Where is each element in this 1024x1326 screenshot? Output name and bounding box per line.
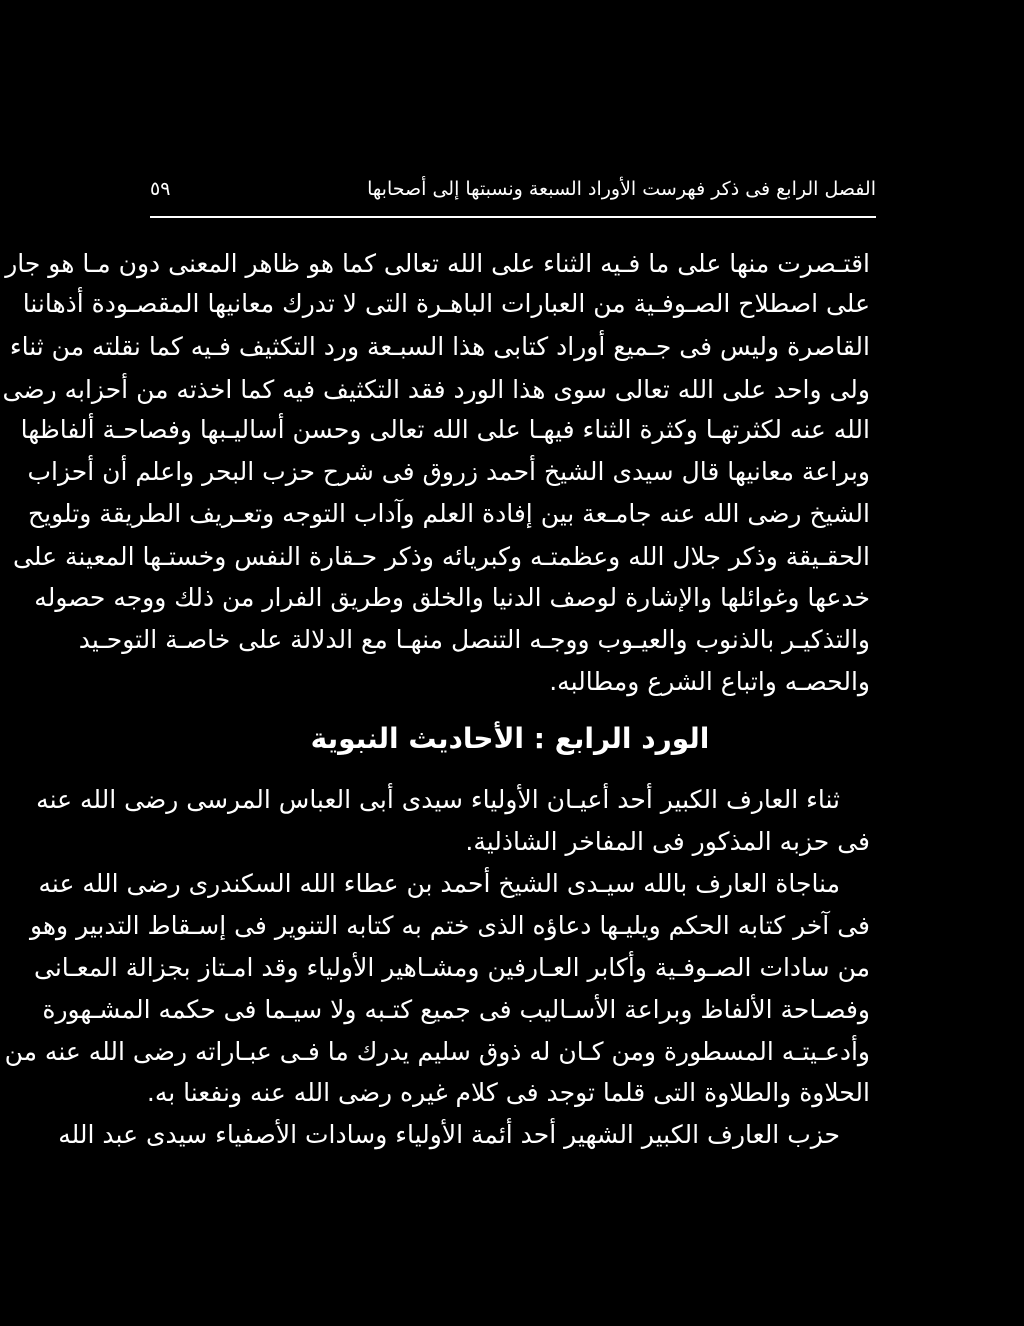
chapter-title: الفصل الرابع فى ذكر فهرست الأوراد السبعة ونسبتها إلى أصحابها [367,178,876,200]
text-line: مناجاة العارف بالله سيـدى الشيخ أحمد بن عطاء الله السكندرى رضى الله عنه [38,869,840,898]
text-line: الحلاوة والطلاوة التى قلما توجد فى كلام غيره رضى الله عنه ونفعنا به. [146,1078,870,1107]
text-line: حزب العارف الكبير الشهير أحد أئمة الأولياء وسادات الأصفياء سيدى عبد الله [58,1120,840,1149]
text-line: والحصـه واتباع الشرع ومطالبه. [549,667,870,696]
text-line: ثناء العارف الكبير أحد أعيـان الأولياء سيدى أبى العباس المرسى رضى الله عنه [36,785,840,814]
header-rule [150,216,876,218]
text-line: على اصطلاح الصـوفـية من العبارات الباهـرة التى لا تدرك معانيها المقصـودة أذهاننا [22,289,870,318]
section-heading: الورد الرابع : الأحاديث النبوية [310,722,710,755]
text-line: القاصرة وليس فى جـميع أوراد كتابى هذا السبـعة ورد التكثيف فـيه كما نقلته من ثناء [9,332,870,361]
text-line: والتذكيـر بالذنوب والعيـوب ووجـه التنصل منهـا مع الدلالة على خاصـة التوحـيد [78,625,870,654]
text-line: وفصـاحة الألفاظ وبراعة الأسـاليب فى جميع كتـبه ولا سيـما فى حكمه المشـهورة [42,995,870,1024]
text-line: ولى واحد على الله تعالى سوى هذا الورد فقد التكثيف فيه كما اخذته من أحزابه رضى [2,375,870,404]
text-line: فى حزبه المذكور فى المفاخر الشاذلية. [465,827,870,856]
text-line: فى آخر كتابه الحكم ويليـها دعاؤه الذى ختم به كتابه التنوير فى إسـقاط التدبير وهو [29,911,870,940]
running-header [150,178,876,208]
text-line: وأدعـيتـه المسطورة ومن كـان له ذوق سليم يدرك ما فـى عبـاراته رضى الله عنه من [4,1037,870,1066]
text-line: الشيخ رضى الله عنه جامـعة بين إفادة العلم وآداب التوجه وتعـريف الطريقة وتلويح [28,499,870,528]
text-line: الحقـيقة وذكر جلال الله وعظمتـه وكبريائه وذكر حـقارة النفس وخستـها المعينة على [12,542,870,571]
page-number: ٥٩ [150,178,171,200]
text-line: اقتـصرت منها على ما فـيه الثناء على الله تعالى كما هو ظاهر المعنى دون مـا هو جار [5,249,870,278]
text-line: الله عنه لكثرتهـا وكثرة الثناء فيهـا على الله تعالى وحسن أساليـبها وفصاحـة ألفاظها [20,415,870,444]
text-line: من سادات الصـوفـية وأكابر العـارفين ومشـاهير الأولياء وقد امـتاز بجزالة المعـانى [34,953,870,982]
text-line: خدعها وغوائلها والإشارة لوصف الدنيا والخلق وطريق الفرار من ذلك ووجه حصوله [34,583,870,612]
text-line: وبراعة معانيها قال سيدى الشيخ أحمد زروق فى شرح حزب البحر واعلم أن أحزاب [27,457,870,486]
